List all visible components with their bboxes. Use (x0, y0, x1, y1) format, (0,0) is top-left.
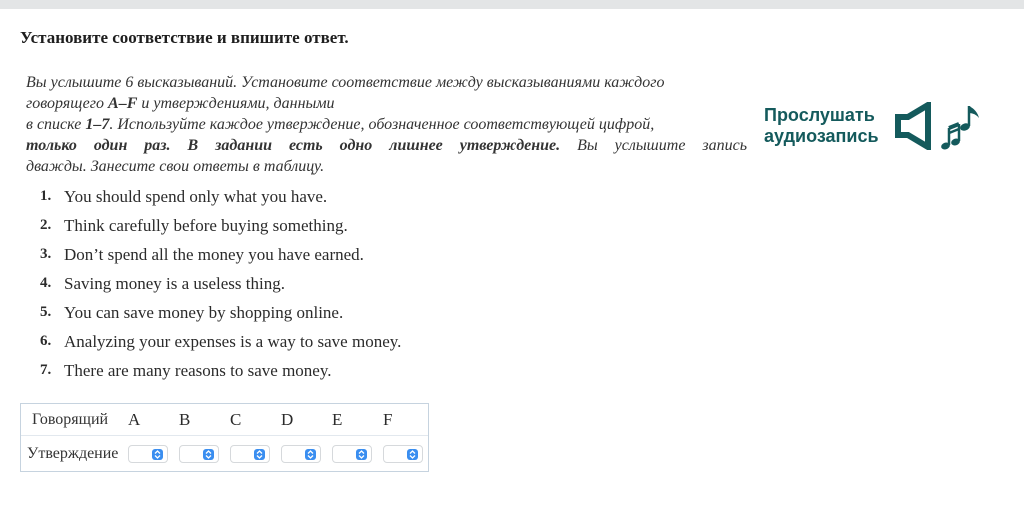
instruction-line: дважды. Занесите свои ответы в таблицу. (26, 158, 325, 175)
statement-text: You should spend only what you have. (64, 187, 328, 206)
statement-item (40, 361, 401, 390)
instruction-speakers-range: A–F (108, 95, 138, 112)
play-audio-label (764, 105, 879, 147)
instruction-line (26, 93, 747, 114)
answer-select-d[interactable] (281, 445, 321, 463)
statement-text: Analyzing your expenses is a way to save money. (64, 332, 402, 351)
task-title: Установите соответствие и впишите ответ. (20, 28, 349, 47)
answer-select-e[interactable] (332, 445, 372, 463)
statement-item (40, 187, 401, 216)
select-arrows-icon (305, 449, 316, 460)
speaker-row-label: Говорящий (32, 410, 109, 428)
answer-select-f[interactable] (383, 445, 423, 463)
statement-number: 3. (40, 246, 52, 262)
instruction-emphasis: только один раз. В задании есть одно лишнее утверждение. (26, 137, 561, 154)
select-arrows-icon (152, 449, 163, 460)
statement-number: 1. (40, 188, 52, 204)
speaker-letter-a: A (128, 410, 141, 429)
instruction-line: Вы услышите 6 высказываний. Установите соответствие между высказываниями каждого (26, 74, 665, 91)
answer-select-c[interactable] (230, 445, 270, 463)
top-bar (0, 0, 1024, 9)
statement-number: 6. (40, 333, 52, 349)
select-arrows-icon (356, 449, 367, 460)
statement-number: 2. (40, 217, 52, 233)
statement-item (40, 216, 401, 245)
instruction-line (26, 114, 747, 135)
statement-text: There are many reasons to save money. (64, 361, 332, 380)
statement-number: 5. (40, 304, 52, 320)
select-arrows-icon (407, 449, 418, 460)
speaker-letter-f: F (383, 410, 393, 429)
task-instructions (26, 72, 747, 177)
statement-item (40, 274, 401, 303)
answer-select-a[interactable] (128, 445, 168, 463)
play-audio-label-line: Прослушать (764, 105, 875, 125)
speaker-icon (895, 102, 935, 150)
speaker-letter-d: D (281, 410, 294, 429)
speaker-letter-e: E (332, 410, 343, 429)
speaker-letter-b: B (179, 410, 191, 429)
statements-list (40, 187, 401, 390)
answer-table (20, 403, 429, 472)
speaker-letter-c: C (230, 410, 242, 429)
instruction-text: Вы услышите запись (560, 137, 748, 154)
music-notes-icon (939, 100, 983, 152)
instruction-text: в списке (26, 116, 86, 133)
answer-row (21, 436, 428, 471)
statement-number: 7. (40, 362, 52, 378)
instruction-text: говорящего (26, 95, 109, 112)
answer-row-label: Утверждение (27, 444, 119, 462)
statement-item (40, 245, 401, 274)
statement-item (40, 303, 401, 332)
instruction-line (26, 135, 747, 156)
statement-text: Think carefully before buying something. (64, 216, 348, 235)
play-audio-button[interactable] (764, 100, 983, 152)
statement-item (40, 332, 401, 361)
select-arrows-icon (254, 449, 265, 460)
statement-number: 4. (40, 275, 52, 291)
speaker-row (21, 404, 428, 436)
instruction-statements-range: 1–7 (85, 116, 110, 133)
instruction-text: . Используйте каждое утверждение, обозначенное соответствующей цифрой, (109, 116, 655, 133)
answer-select-b[interactable] (179, 445, 219, 463)
select-arrows-icon (203, 449, 214, 460)
statement-text: Don’t spend all the money you have earned. (64, 245, 364, 264)
instruction-text: и утверждениями, данными (137, 95, 335, 112)
play-audio-label-line: аудиозапись (764, 126, 879, 146)
statement-text: You can save money by shopping online. (64, 303, 344, 322)
statement-text: Saving money is a useless thing. (64, 274, 285, 293)
